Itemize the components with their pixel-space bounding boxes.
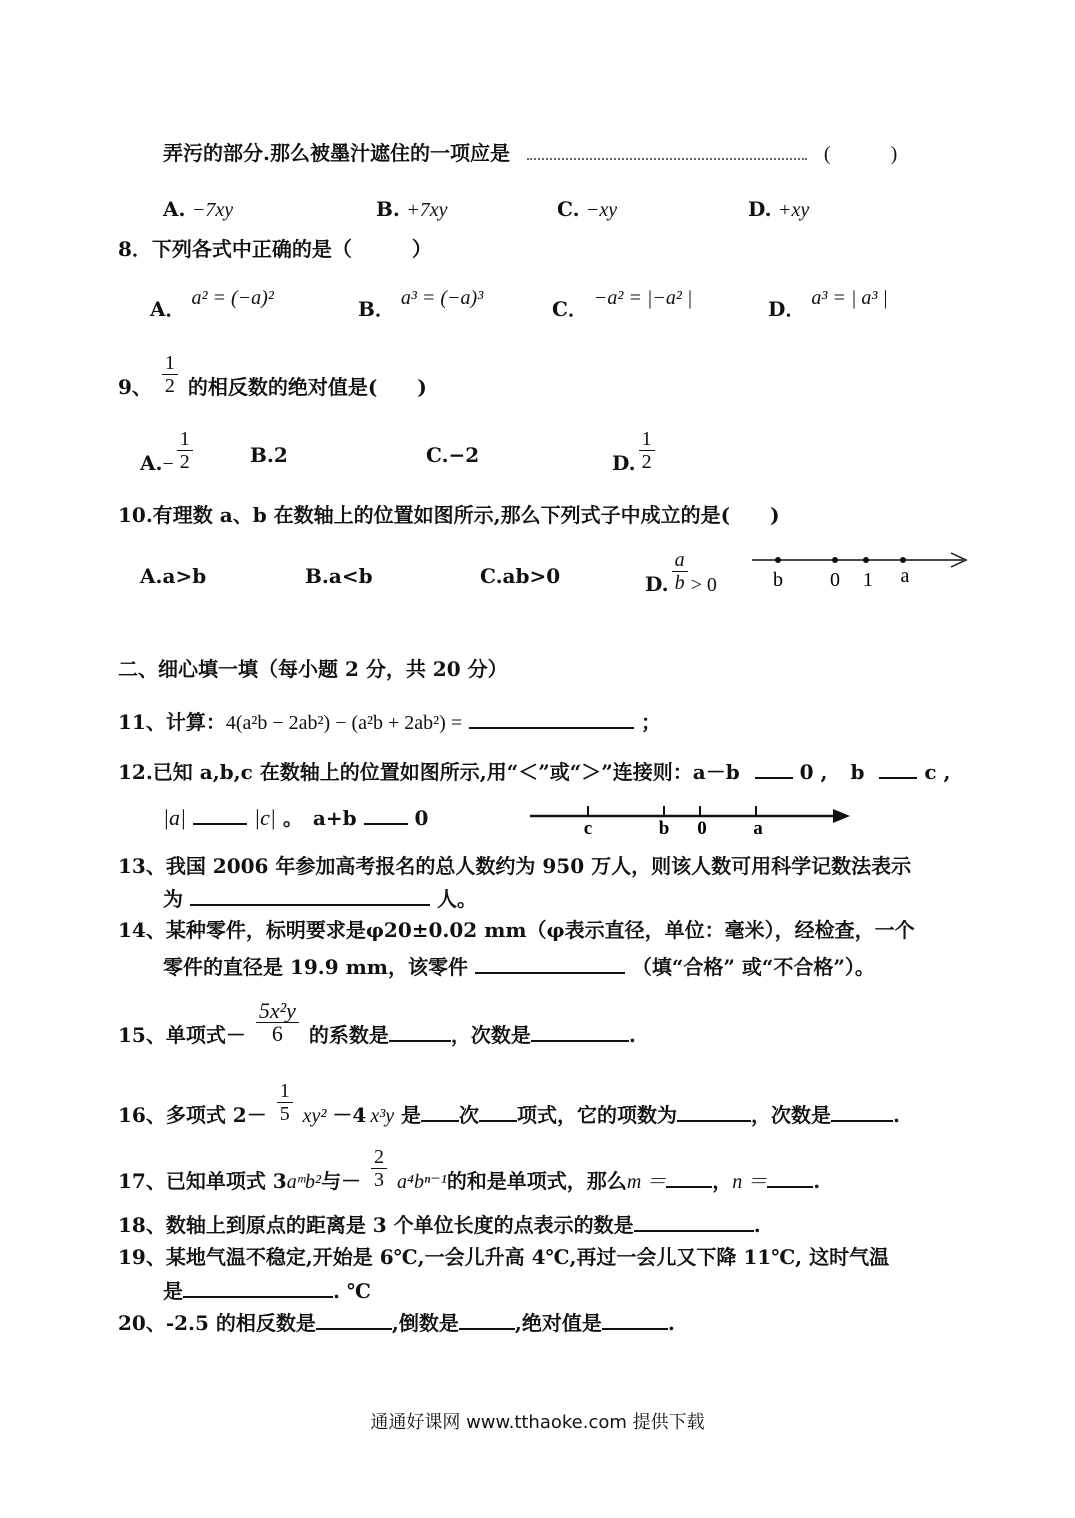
q10-stem: 10.有理数 a、b 在数轴上的位置如图所示,那么下列式子中成立的是( ) [118, 503, 780, 527]
q9-option-b: B.2 [250, 443, 288, 467]
q15-blank-degree[interactable] [531, 1020, 629, 1042]
axis-label-0: 0 [697, 818, 707, 838]
q16: 16、多项式 2－ $\frac{1}{5}$ xy² －4 x³y 是 次 项式，它的项数为 ，次数是 . [118, 1080, 901, 1127]
q10-option-b: B.a<b [305, 564, 373, 588]
q17-blank-m[interactable] [666, 1166, 712, 1188]
q12-blank-3[interactable] [193, 803, 247, 825]
axis-label-a: a [753, 818, 763, 838]
q13-line2: 为 人。 [163, 884, 477, 912]
axis-point-0 [832, 557, 838, 563]
q20-blank-absolute[interactable] [602, 1308, 668, 1330]
q11-answer-blank[interactable] [469, 707, 634, 729]
q9-option-d: D. $\frac{1}{2}$ [612, 428, 658, 473]
axis-point-a [900, 557, 906, 563]
q16-blank-4[interactable] [831, 1100, 893, 1122]
q20-blank-opposite[interactable] [316, 1308, 392, 1330]
q16-blank-1[interactable] [421, 1100, 459, 1122]
section-2-title: 二、细心填一填（每小题 2 分，共 20 分） [118, 657, 508, 681]
q17-fraction: $\frac{2}{3}$ [371, 1146, 387, 1191]
q8-option-a: A． a² = (−a)² [150, 287, 274, 321]
axis-label-1: 1 [863, 569, 873, 591]
q7-option-a: A. −7xy [163, 197, 234, 221]
q14-answer-blank[interactable] [475, 952, 625, 974]
q12-line1: 12.已知 a,b,c 在数轴上的位置如图所示,用“＜”或“＞”连接则：a－b 0 , b c , [118, 757, 950, 785]
q8-stem: 8．下列各式中正确的是（ ） [118, 237, 432, 261]
q7-option-d: D. +xy [748, 197, 810, 221]
q17-blank-n[interactable] [767, 1166, 813, 1188]
answer-paren: ( ) [823, 143, 898, 165]
q10-option-d: D. $\frac{a}{b}$ > 0 [645, 549, 717, 596]
q14-line1: 14、某种零件，标明要求是φ20±0.02 mm（φ表示直径，单位：毫米），经检查，一个 [118, 918, 915, 942]
axis-label-b: b [773, 569, 783, 591]
q12-blank-2[interactable] [879, 757, 917, 779]
fraction-one-half: $\frac{1}{2}$ [162, 352, 178, 397]
q9-option-c: C.−2 [426, 443, 480, 467]
footer-download-note: 通通好课网 www.tthaoke.com 提供下载 [370, 1412, 705, 1433]
axis-label-b: b [658, 818, 670, 838]
q12-line2: |a| |c| 。 a+b 0 [163, 805, 429, 830]
q10-option-c: C.ab>0 [480, 564, 561, 588]
q15-fraction: $\frac{\text{5x²y}}{6}$ [256, 1000, 299, 1045]
q15-blank-coefficient[interactable] [389, 1020, 451, 1042]
q8-option-d: D． a³ = | a³ | [768, 287, 888, 321]
q15: 15、单项式－ $\frac{\text{5x²y}}{6}$ 的系数是 ，次数是 . [118, 998, 636, 1047]
q16-fraction: $\frac{1}{5}$ [277, 1080, 293, 1125]
q12-blank-1[interactable] [755, 757, 793, 779]
axis-label-c: c [583, 818, 593, 838]
q12-number-line [528, 800, 858, 838]
q7-continuation [163, 140, 897, 167]
q8-option-b: B． a³ = (−a)³ [358, 287, 484, 321]
axis-label-a: a [900, 565, 910, 587]
q9-option-a: A.− $\frac{1}{2}$ [140, 428, 196, 473]
q18-answer-blank[interactable] [634, 1210, 754, 1232]
q10-option-a: A.a>b [140, 564, 207, 588]
q8-option-c: C． −a² = |−a² | [552, 287, 693, 321]
q11-expression: 4(a²b − 2ab²) − (a²b + 2ab²) = [225, 712, 463, 734]
q7-text: 弄污的部分.那么被墨汁遮住的一项应是 [163, 141, 510, 165]
q19-line2: 是 . ℃ [163, 1276, 371, 1304]
q9-stem [118, 352, 427, 397]
axis-point-b [775, 557, 781, 563]
q11: 11、计算：4(a²b − 2ab²) − (a²b + 2ab²) = ； [118, 707, 661, 736]
q13-line1: 13、我国 2006 年参加高考报名的总人数约为 950 万人，则该人数可用科学记数法表示 [118, 854, 912, 878]
q19-line1: 19、某地气温不稳定,开始是 6℃,一会儿升高 4℃,再过一会儿又下降 11℃, 这时气温 [118, 1245, 890, 1269]
q9-text: 的相反数的绝对值是( ) [187, 375, 427, 399]
q7-option-c: C. −xy [557, 197, 618, 221]
q14-line2: 零件的直径是 19.9 mm，该零件 （填“合格” 或“不合格”）。 [163, 952, 875, 980]
q18: 18、数轴上到原点的距离是 3 个单位长度的点表示的数是 . [118, 1210, 761, 1238]
q16-blank-3[interactable] [677, 1100, 751, 1122]
q7-option-b: B. +7xy [376, 197, 448, 221]
axis-label-0: 0 [830, 569, 840, 591]
q13-answer-blank[interactable] [190, 884, 430, 906]
q19-answer-blank[interactable] [183, 1276, 333, 1298]
q17: 17、已知单项式 3aᵐb²与－ $\frac{2}{3}$ a⁴bⁿ⁻¹的和是单项式，那么m ＝ ，n ＝ . [118, 1146, 821, 1193]
q20: 20、-2.5 的相反数是 ,倒数是 ,绝对值是 . [118, 1308, 675, 1336]
q20-blank-reciprocal[interactable] [459, 1308, 515, 1330]
dotted-leader [527, 144, 807, 160]
axis-point-1 [863, 557, 869, 563]
q10-number-line [748, 548, 973, 593]
q9-prefix: 9、 [118, 375, 152, 399]
q16-blank-2[interactable] [479, 1100, 517, 1122]
q12-blank-4[interactable] [364, 803, 408, 825]
